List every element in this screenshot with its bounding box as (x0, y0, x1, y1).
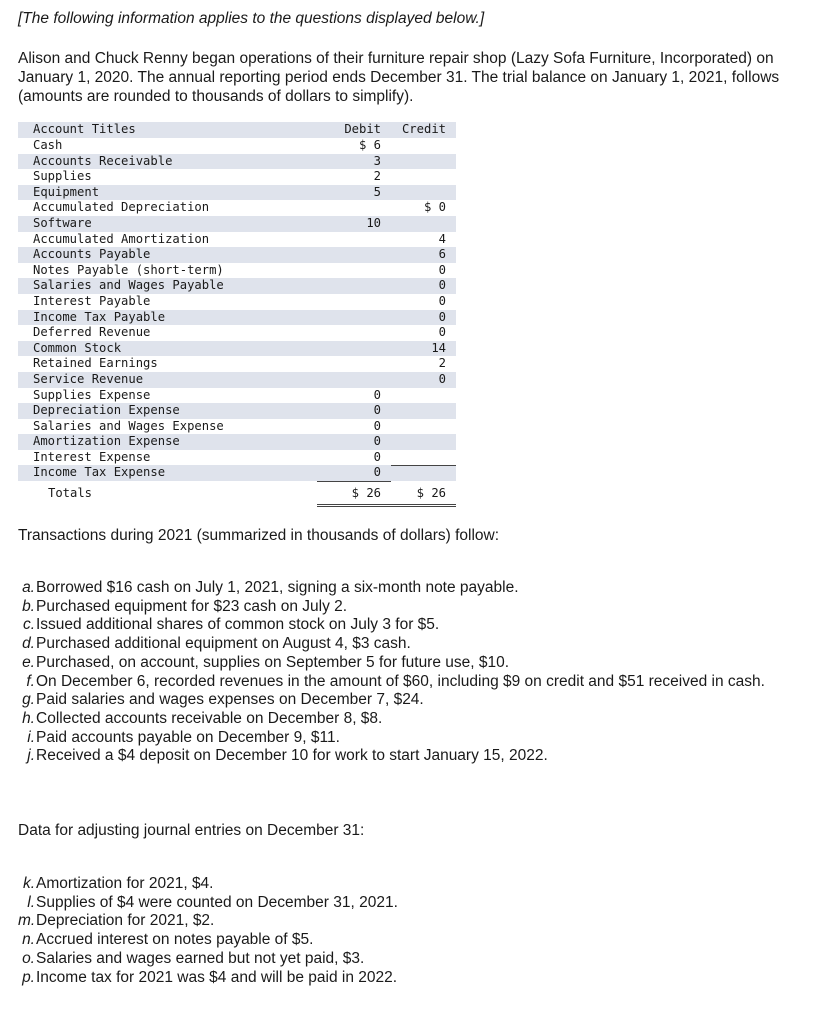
debit-value: 0 (373, 449, 381, 464)
trial-balance-body (18, 138, 456, 481)
table-row (18, 403, 456, 419)
item-letter: m. (18, 912, 36, 930)
credit-value: $ 0 (423, 200, 446, 215)
account-title: Salaries and Wages Payable (33, 278, 224, 293)
credit-value: 0 (438, 262, 446, 277)
debit-value: 0 (373, 403, 381, 418)
credit-value (391, 465, 456, 466)
credit-value: 0 (438, 278, 446, 293)
table-row (18, 419, 456, 435)
account-title: Amortization Expense (33, 434, 180, 449)
account-title: Income Tax Expense (33, 465, 166, 480)
header-account-titles: Account Titles (33, 122, 136, 136)
item-letter: k. (22, 875, 35, 892)
account-title: Accumulated Amortization (33, 231, 210, 246)
item-letter: p. (22, 968, 35, 986)
account-title: Interest Expense (33, 449, 151, 464)
account-title: Cash (33, 138, 63, 152)
item-text: Collected accounts receivable on December 8, $8. (36, 709, 383, 727)
account-title: Income Tax Payable (33, 309, 166, 324)
item-letter: l. (27, 893, 35, 911)
transaction-item (18, 729, 798, 748)
account-title: Retained Earnings (33, 356, 158, 371)
table-row (18, 185, 456, 201)
totals-credit: $ 26 (391, 482, 456, 507)
table-row (18, 263, 456, 279)
table-header-row (18, 122, 456, 138)
debit-value: 0 (317, 465, 391, 482)
account-title: Service Revenue (33, 371, 144, 386)
totals-debit: $ 26 (317, 482, 391, 507)
account-title: Accumulated Depreciation (33, 200, 210, 215)
debit-value: 10 (366, 215, 381, 230)
account-title: Common Stock (33, 340, 122, 355)
table-row (18, 294, 456, 310)
adjusting-title: Data for adjusting journal entries on December 31: (18, 822, 365, 839)
account-title: Accounts Receivable (33, 153, 173, 168)
adjusting-item (18, 931, 798, 950)
item-text: Purchased equipment for $23 cash on July 2. (36, 597, 348, 615)
item-letter: e. (22, 653, 35, 671)
table-row (18, 434, 456, 450)
transaction-item (18, 747, 798, 766)
transactions-list (18, 579, 798, 766)
table-row (18, 138, 456, 154)
item-letter: g. (22, 691, 35, 709)
transaction-item (18, 579, 798, 598)
item-letter: b. (22, 597, 35, 615)
item-text: Supplies of $4 were counted on December 31, 2021. (36, 893, 398, 911)
header-debit: Debit (344, 122, 381, 136)
credit-value: 0 (438, 293, 446, 308)
table-row (18, 154, 456, 170)
table-row (18, 341, 456, 357)
debit-value: 0 (373, 418, 381, 433)
transaction-item (18, 616, 798, 635)
table-row (18, 388, 456, 404)
account-title: Notes Payable (short-term) (33, 262, 224, 277)
item-text: Purchased, on account, supplies on September 5 for future use, $10. (36, 653, 510, 671)
account-title: Accounts Payable (33, 247, 151, 262)
account-title: Deferred Revenue (33, 325, 151, 340)
item-text: Received a $4 deposit on December 10 for work to start January 15, 2022. (36, 747, 548, 765)
item-text: Paid salaries and wages expenses on December 7, $24. (36, 691, 424, 709)
item-text: Accrued interest on notes payable of $5. (36, 931, 314, 949)
transaction-item (18, 673, 798, 692)
table-row (18, 465, 456, 481)
debit-value: 5 (373, 184, 381, 199)
item-text: Amortization for 2021, $4. (36, 875, 214, 892)
table-row (18, 247, 456, 263)
adjusting-item (18, 894, 798, 913)
credit-value: 4 (438, 231, 446, 246)
item-text: Depreciation for 2021, $2. (36, 912, 215, 930)
intro-paragraph: Alison and Chuck Renny began operations of their furniture repair shop (Lazy Sofa Furniture, Incorporated) on January 1, 2020. The annual reporting period ends December 31. The trial balance on January 1, 2021, follows (amounts are rounded to thousands of dollars to simplify). (18, 50, 780, 105)
item-letter: a. (22, 579, 35, 596)
debit-value: 0 (373, 387, 381, 402)
item-text: Borrowed $16 cash on July 1, 2021, signing a six-month note payable. (36, 579, 519, 596)
adjusting-item (18, 912, 798, 931)
account-title: Depreciation Expense (33, 403, 180, 418)
credit-value: 0 (438, 309, 446, 324)
item-text: Income tax for 2021 was $4 and will be paid in 2022. (36, 968, 398, 986)
table-row (18, 232, 456, 248)
account-title: Software (33, 215, 92, 230)
transaction-item (18, 654, 798, 673)
item-text: Issued additional shares of common stock on July 3 for $5. (36, 616, 440, 634)
item-letter: d. (22, 635, 35, 653)
debit-value: 2 (373, 169, 381, 184)
table-row (18, 169, 456, 185)
account-title: Supplies Expense (33, 387, 151, 402)
transaction-item (18, 598, 798, 617)
adjusting-item (18, 875, 798, 894)
transactions-title: Transactions during 2021 (summarized in thousands of dollars) follow: (18, 527, 500, 544)
transaction-item (18, 710, 798, 729)
header-credit: Credit (401, 122, 446, 136)
table-row (18, 200, 456, 216)
debit-value: 3 (373, 153, 381, 168)
item-letter: j. (27, 747, 35, 765)
transaction-item (18, 635, 798, 654)
item-letter: i. (27, 728, 35, 746)
item-letter: n. (22, 931, 35, 949)
account-title: Equipment (33, 184, 100, 199)
table-row (18, 450, 456, 466)
credit-value: 0 (438, 371, 446, 386)
item-letter: c. (22, 616, 35, 634)
totals-label: Totals (48, 486, 93, 501)
item-letter: h. (22, 709, 35, 727)
item-letter: f. (26, 672, 35, 690)
intro-note: [The following information applies to the questions displayed below.] (18, 10, 485, 27)
debit-value: 0 (373, 434, 381, 449)
transaction-item (18, 691, 798, 710)
table-row (18, 356, 456, 372)
trial-balance-table (18, 122, 456, 504)
credit-value: 14 (431, 340, 446, 355)
adjusting-item (18, 969, 798, 988)
item-text: Paid accounts payable on December 9, $11. (36, 728, 340, 746)
table-row (18, 372, 456, 388)
credit-value: 6 (438, 247, 446, 262)
credit-value: 0 (438, 325, 446, 340)
table-row (18, 310, 456, 326)
table-row (18, 278, 456, 294)
totals-row (18, 482, 456, 504)
table-row (18, 325, 456, 341)
debit-value: $ 6 (358, 138, 381, 152)
item-text: On December 6, recorded revenues in the amount of $60, including $9 on credit and $51 received in cash. (36, 672, 765, 690)
item-text: Salaries and wages earned but not yet paid, $3. (36, 949, 365, 967)
credit-value: 2 (438, 356, 446, 371)
adjusting-list (18, 875, 798, 987)
account-title: Interest Payable (33, 293, 151, 308)
adjusting-item (18, 950, 798, 969)
account-title: Salaries and Wages Expense (33, 418, 224, 433)
item-letter: o. (22, 949, 35, 967)
table-row (18, 216, 456, 232)
item-text: Purchased additional equipment on August 4, $3 cash. (36, 635, 411, 653)
account-title: Supplies (33, 169, 92, 184)
